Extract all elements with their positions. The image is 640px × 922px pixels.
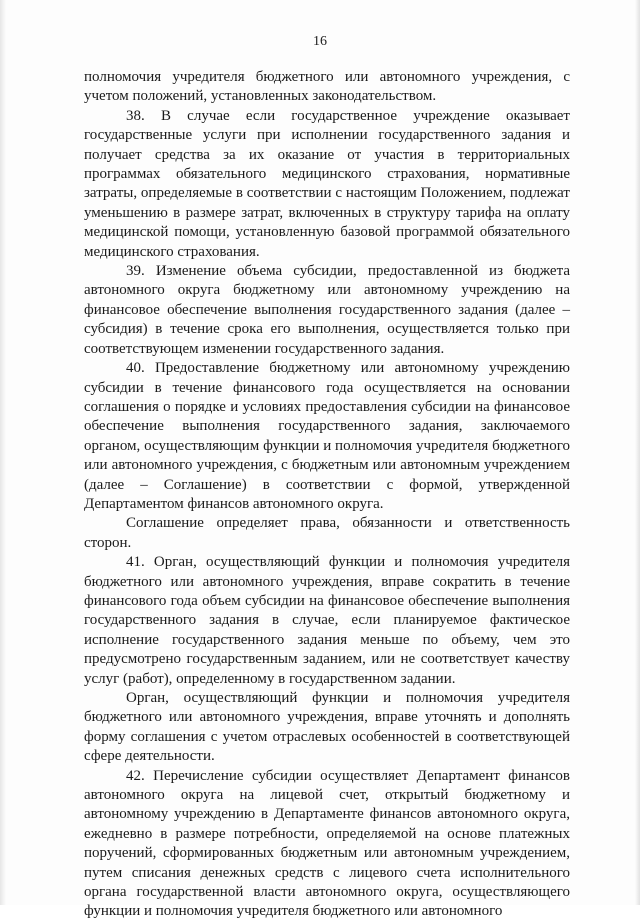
paragraph-39: 39. Изменение объема субсидии, предоставленной из бюджета автономного округа бюджетному или автономному учреждению на финансовое обеспечение выполнения государственного задания (далее – субсидия) в течение срока его выполнения, осуществляется только при соответствующем изменении государственного задания. xyxy=(84,263,570,357)
paragraph-40: 40. Предоставление бюджетному или автономному учреждению субсидии в течение финансового года осуществляется на основании соглашения о порядке и условиях предоставления субсидии на финансовое обеспечение выполнения государственного задания, заключаемого органом, осуществляющим функции и полномочия учредителя бюджетного или автономного учреждения, с бюджетным или автономным учреждением (далее – Соглашение) в соответствии с формой, утвержденной Департаментом финансов автономного округа. xyxy=(84,360,570,512)
paragraph-38: 38. В случае если государственное учреждение оказывает государственные услуги при исполнении государственного задания и получает средства за их оказание от участия в территориальных программах обязательного медицинского страхования, нормативные затраты, определяемые в соответствии с настоящим Положением, подлежат уменьшению в размере затрат, включенных в структуру тарифа на оплату медицинской помощи, установленную базовой программой обязательного медицинского страхования. xyxy=(84,107,570,260)
paragraph-41: 41. Орган, осуществляющий функции и полномочия учредителя бюджетного или автономного учреждения, вправе сократить в течение финансового года объем субсидии на финансовое обеспечение выполнения государственного задания в случае, если планируемое фактическое исполнение государственного задания меньше по объему, чем это предусмотрено государственным заданием, или не соответствует качеству услуг (работ), определенному в государственном задании. xyxy=(84,554,570,687)
paragraph-42: 42. Перечисление субсидии осуществляет Департамент финансов автономного округа на лицевой счет, открытый бюджетному и автономному учреждению в Департаменте финансов автономного округа, ежедневно в размере потребности, определяемой на основе платежных поручений, сформированных бюджетным или автономным учреждением, путем списания денежных средств с лицевого счета исполнительного органа государственной власти автономного округа, осуществляющего функции и полномочия учредителя бюджетного или автономного xyxy=(84,767,570,920)
paragraph-41-authority: Орган, осуществляющий функции и полномочия учредителя бюджетного или автономного учреждения, вправе уточнять и дополнять форму соглашения с учетом отраслевых особенностей в соответствующей сфере деятельности. xyxy=(84,690,570,765)
page-number: 16 xyxy=(313,34,327,49)
page-left-edge xyxy=(0,0,6,905)
document-body xyxy=(84,68,570,922)
paragraph-40-agreement: Соглашение определяет права, обязанности и ответственность сторон. xyxy=(84,515,570,551)
paragraph-continuation: полномочия учредителя бюджетного или автономного учреждения, с учетом положений, установленных законодательством. xyxy=(84,69,570,105)
page-right-edge xyxy=(635,0,640,905)
